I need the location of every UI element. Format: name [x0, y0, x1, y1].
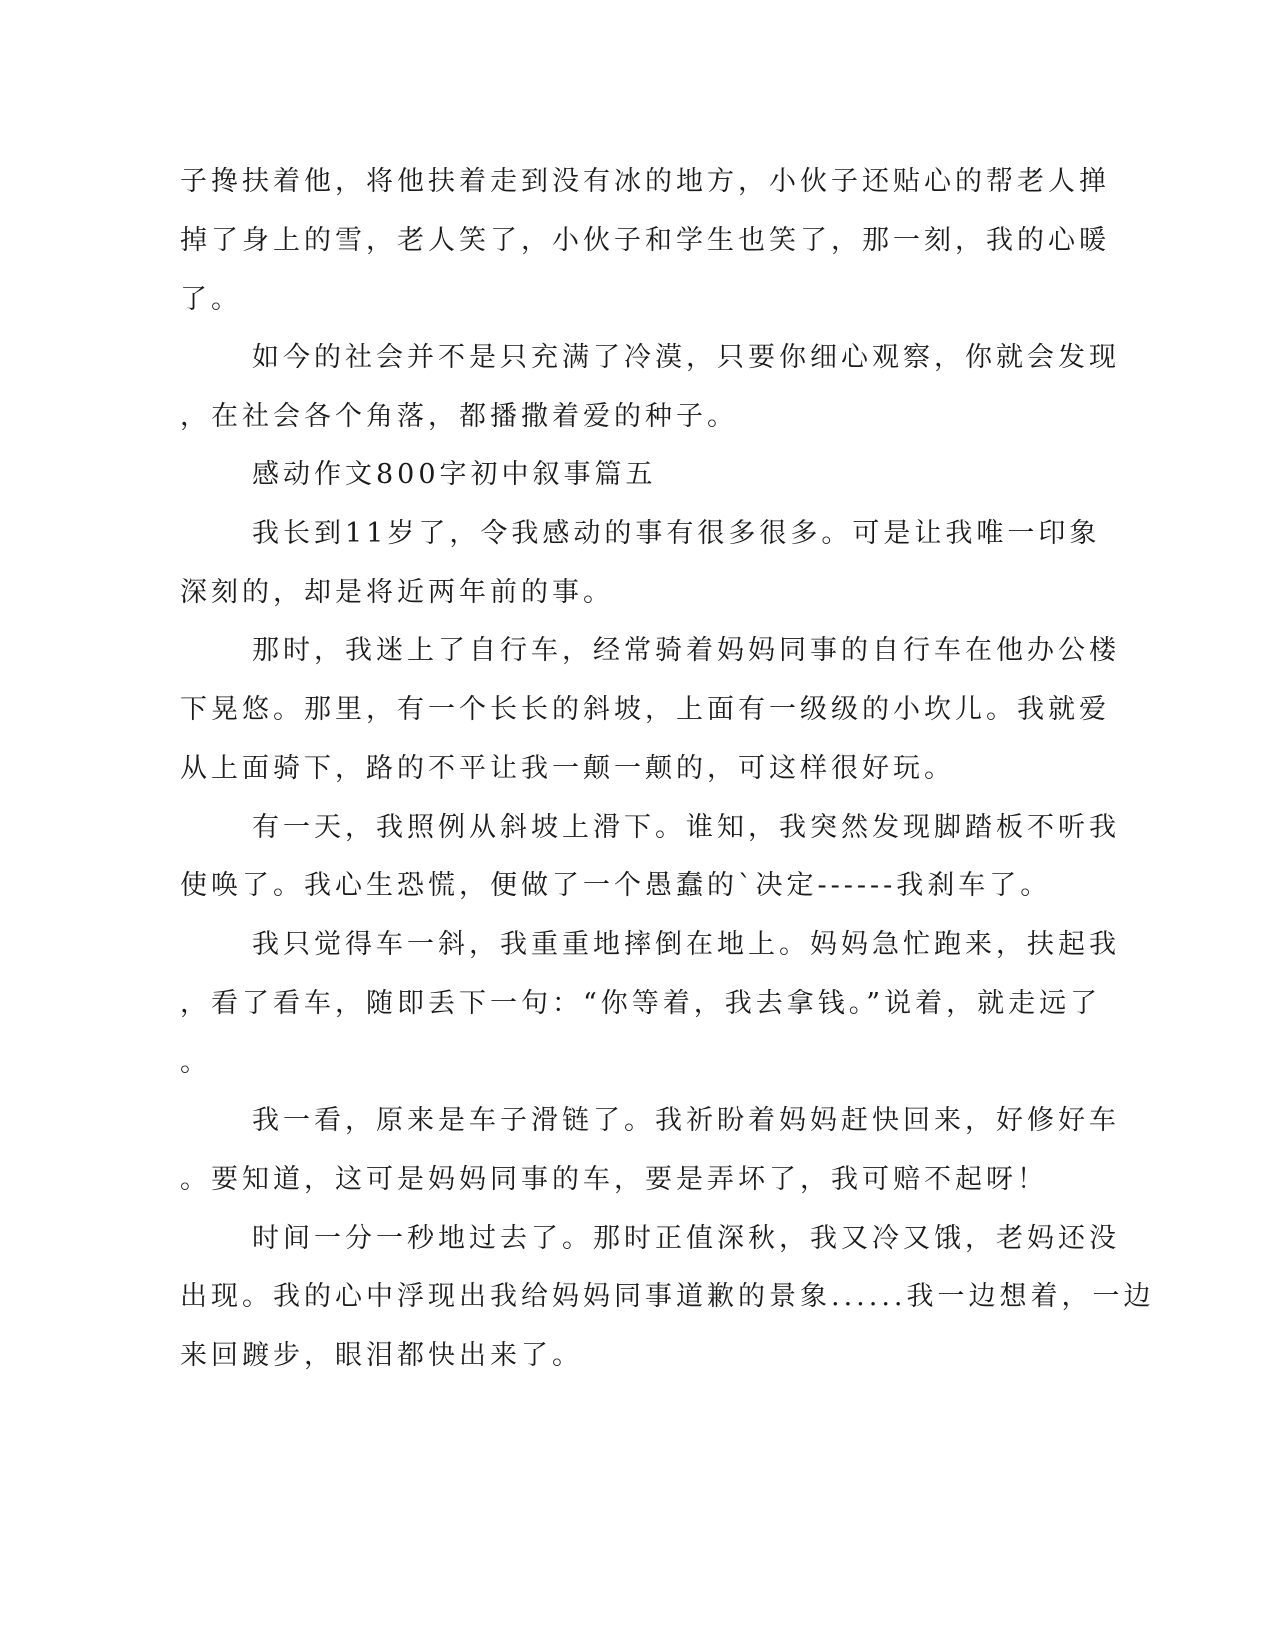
paragraph-first-line: 我只觉得车一斜，我重重地摔倒在地上。妈妈急忙跑来，扶起我	[252, 929, 1120, 960]
text-line: 从上面骑下，路的不平让我一颠一颠的，可这样很好玩。	[180, 753, 955, 784]
text-line: 。要知道，这可是妈妈同事的车，要是弄坏了，我可赔不起呀！	[180, 1164, 1048, 1195]
section-heading: 感动作文800字初中叙事篇五	[252, 459, 657, 490]
text-line: 深刻的，却是将近两年前的事。	[180, 577, 614, 608]
paragraph-first-line: 时间一分一秒地过去了。那时正值深秋，我又冷又饿，老妈还没	[252, 1223, 1120, 1254]
paragraph-first-line: 如今的社会并不是只充满了冷漠，只要你细心观察，你就会发现	[252, 342, 1120, 373]
text-line: 子搀扶着他，将他扶着走到没有冰的地方，小伙子还贴心的帮老人掸	[180, 166, 1110, 197]
text-line: 掉了身上的雪，老人笑了，小伙子和学生也笑了，那一刻，我的心暖	[180, 225, 1110, 256]
text-line: ，看了看车，随即丢下一句：“你等着，我去拿钱。”说着，就走远了	[180, 988, 1102, 1019]
paragraph-first-line: 我一看，原来是车子滑链了。我祈盼着妈妈赶快回来，好修好车	[252, 1105, 1120, 1136]
text-line: 来回踱步，眼泪都快出来了。	[180, 1340, 583, 1371]
paragraph-first-line: 我长到11岁了，令我感动的事有很多很多。可是让我唯一印象	[252, 518, 1101, 549]
text-line: 了。	[180, 284, 242, 315]
text-line: ，在社会各个角落，都播撒着爱的种子。	[180, 401, 738, 432]
text-line: 下晃悠。那里，有一个长长的斜坡，上面有一级级的小坎儿。我就爱	[180, 694, 1110, 725]
text-line: 。	[180, 1047, 211, 1078]
paragraph-first-line: 有一天，我照例从斜坡上滑下。谁知，我突然发现脚踏板不听我	[252, 812, 1120, 843]
text-line: 出现。我的心中浮现出我给妈妈同事道歉的景象......我一边想着，一边	[180, 1281, 1155, 1312]
text-line: 使唤了。我心生恐慌，便做了一个愚蠢的`决定------我刹车了。	[180, 870, 1052, 901]
paragraph-first-line: 那时，我迷上了自行车，经常骑着妈妈同事的自行车在他办公楼	[252, 635, 1120, 666]
